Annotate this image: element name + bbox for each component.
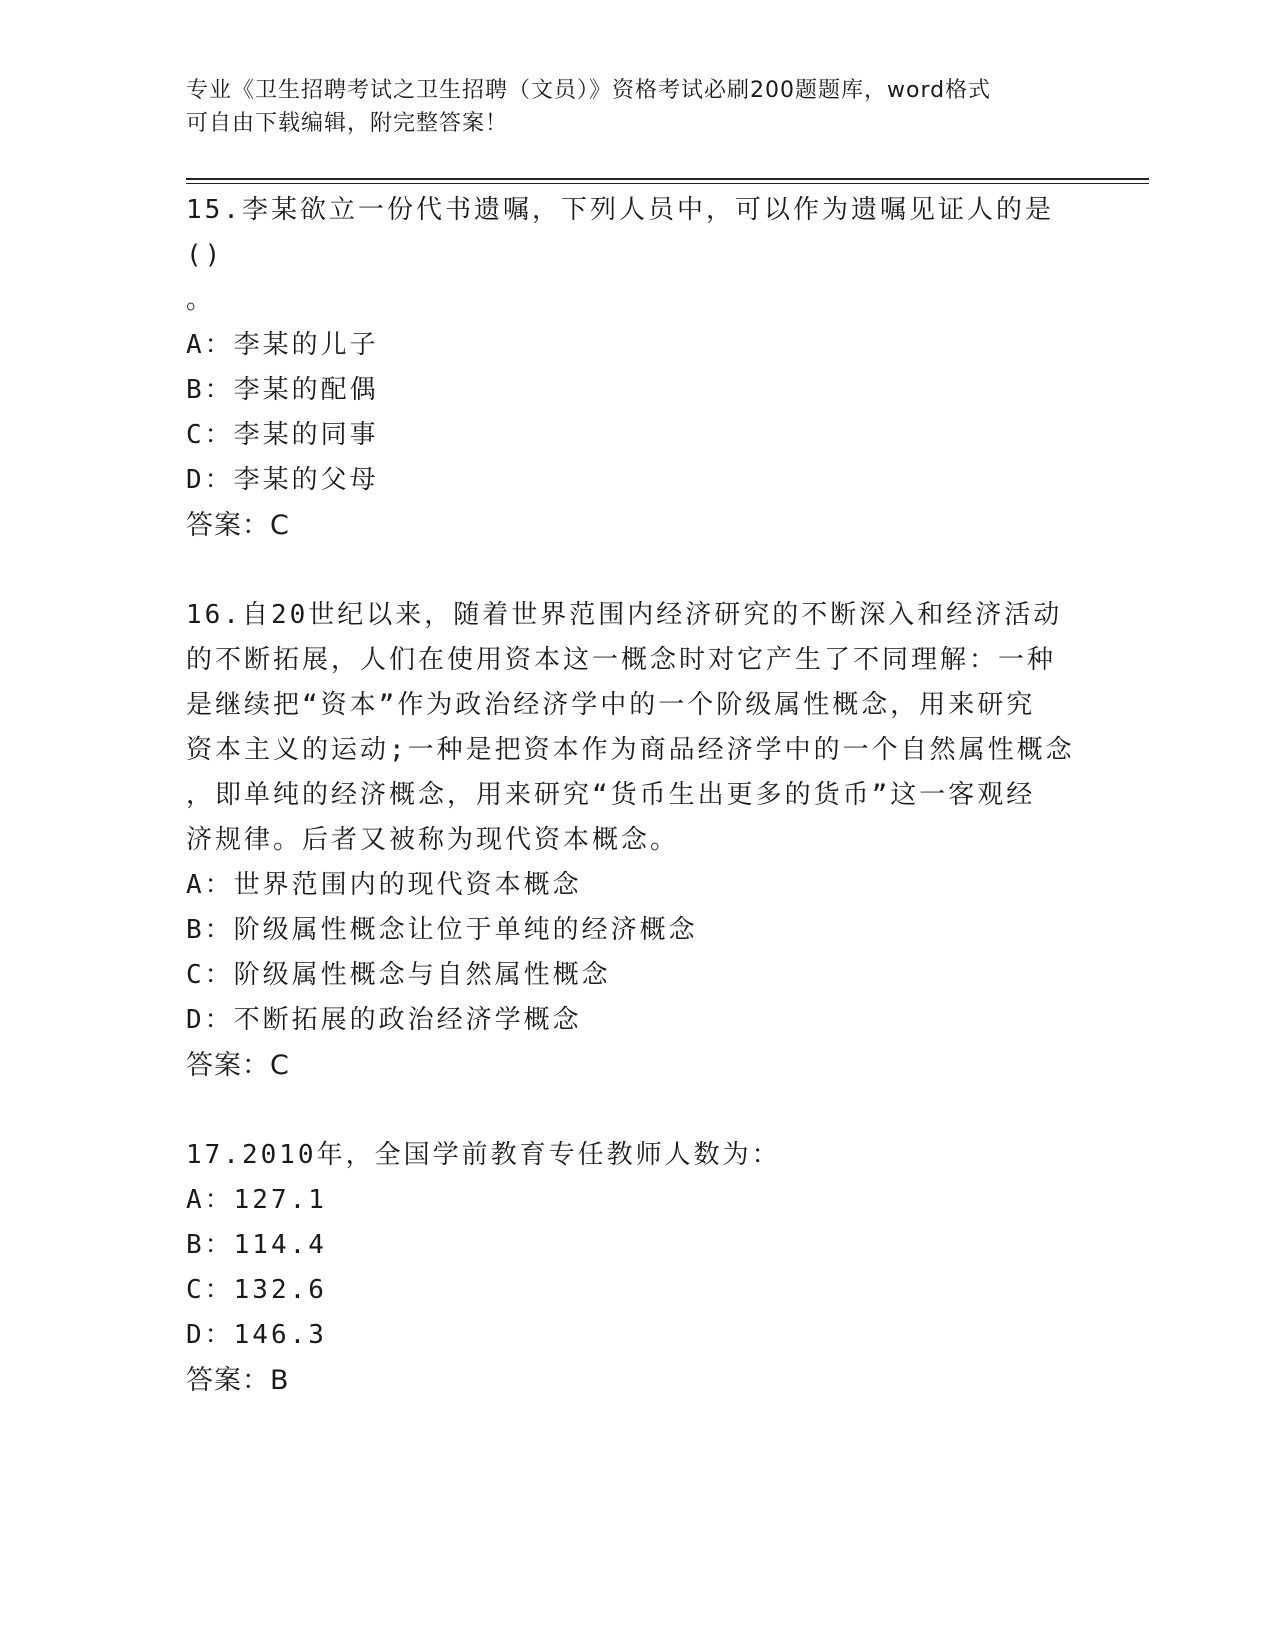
question-16 xyxy=(186,593,1076,1088)
option-d: D：不断拓展的政治经济学概念 xyxy=(186,1005,582,1035)
question-stem-line: 16.自20世纪以来，随着世界范围内经济研究的不断深入和经济活动 xyxy=(186,600,1063,630)
option-c: C：132.6 xyxy=(186,1275,327,1305)
question-stem-line: 济规律。后者又被称为现代资本概念。 xyxy=(186,825,680,855)
option-a: A：127.1 xyxy=(186,1185,327,1215)
option-b: B：114.4 xyxy=(186,1230,327,1260)
answer-line: 答案：C xyxy=(186,510,290,541)
option-d: D：146.3 xyxy=(186,1320,327,1350)
question-stem-line: ，即单纯的经济概念，用来研究“货币生出更多的货币”这一客观经 xyxy=(186,780,1036,810)
question-stem-line: 的不断拓展，人们在使用资本这一概念时对它产生了不同理解：一种 xyxy=(186,645,1057,675)
question-stem-line: 15.李某欲立一份代书遗嘱，下列人员中，可以作为遗嘱见证人的是() xyxy=(186,195,1054,270)
header-rule-thin xyxy=(186,183,1149,184)
answer-line: 答案：C xyxy=(186,1050,290,1081)
option-d: D：李某的父母 xyxy=(186,465,379,495)
question-17 xyxy=(186,1133,1076,1403)
header-line-1: 专业《卫生招聘考试之卫生招聘（文员）》资格考试必刷200题题库，word格式 xyxy=(186,78,992,103)
answer-line: 答案：B xyxy=(186,1365,290,1396)
option-b: B：阶级属性概念让位于单纯的经济概念 xyxy=(186,915,698,945)
question-stem-line: 资本主义的运动;一种是把资本作为商品经济学中的一个自然属性概念 xyxy=(186,735,1075,765)
header-line-2: 可自由下载编辑，附完整答案！ xyxy=(186,111,509,136)
question-stem-line: 。 xyxy=(186,285,216,315)
option-a: A：李某的儿子 xyxy=(186,330,379,360)
option-b: B：李某的配偶 xyxy=(186,375,379,405)
question-stem-line: 是继续把“资本”作为政治经济学中的一个阶级属性概念，用来研究 xyxy=(186,690,1036,720)
question-stem-line: 17.2010年，全国学前教育专任教师人数为： xyxy=(186,1140,781,1170)
question-list xyxy=(186,188,1076,1403)
question-spacer xyxy=(186,548,1076,593)
header-rule-thick xyxy=(186,178,1149,180)
option-c: C：李某的同事 xyxy=(186,420,379,450)
question-15 xyxy=(186,188,1076,548)
option-a: A：世界范围内的现代资本概念 xyxy=(186,870,582,900)
option-c: C：阶级属性概念与自然属性概念 xyxy=(186,960,611,990)
document-header xyxy=(186,74,1066,140)
question-spacer xyxy=(186,1088,1076,1133)
